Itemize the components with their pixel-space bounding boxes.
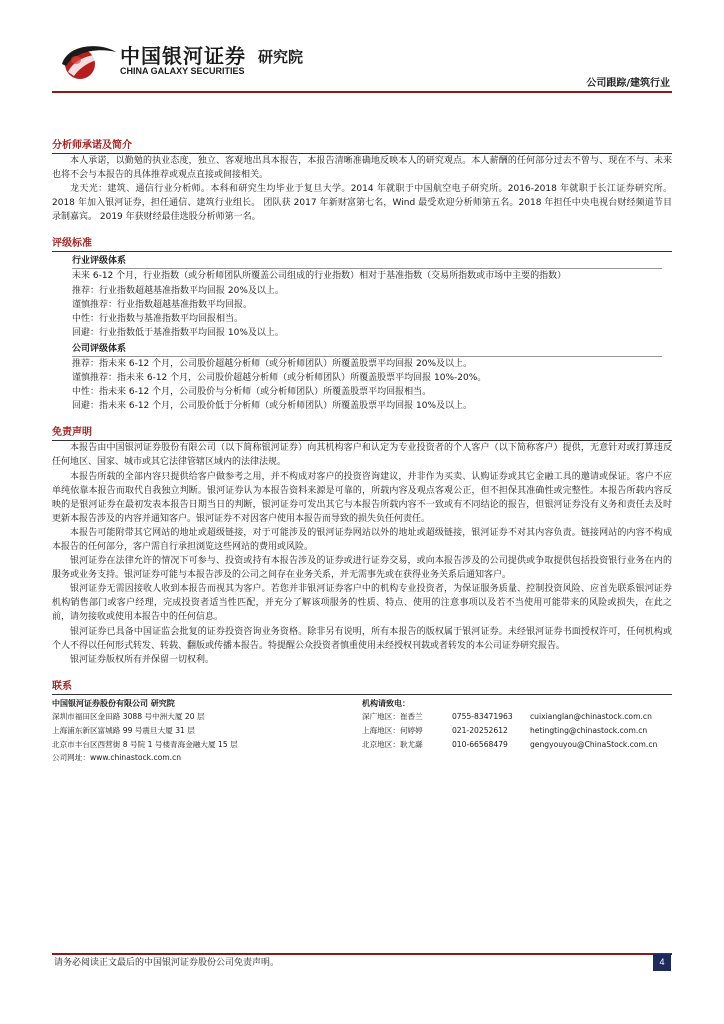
brand-subtitle: 研究院 <box>258 48 304 66</box>
brand-name-cn: 中国银河证券 <box>120 44 246 68</box>
page-content <box>52 136 672 775</box>
institution-contacts <box>362 697 672 765</box>
rating-line: 谨慎推荐：指未来 6-12 个月，公司股价超越分析师（或分析师团队）所覆盖股票平均回报 10%-20%。 <box>72 373 487 384</box>
contact-section <box>52 677 672 765</box>
rating-line: 推荐：行业指数超越基准指数平均回报 20%及以上。 <box>72 285 284 296</box>
disclaimer-section <box>52 423 672 667</box>
paragraph: 银河证券已具备中国证监会批复的证券投资咨询业务资格。除非另有说明，所有本报告的版权属于银河证券。未经银河证券书面授权许可，任何机构或个人不得以任何形式转发、转载、翻版或传播本报告。特提醒公众投资者慎重使用未经授权刊载或者转发的本公司证券研究报告。 <box>52 626 672 651</box>
rating-line: 未来 6-12 个月，行业指数（或分析师团队所覆盖公司组成的行业指数）相对于基准指数（交易所指数或市场中主要的指数） <box>72 271 567 282</box>
section-title: 免责声明 <box>52 423 672 441</box>
address-line: 深圳市福田区金田路 3088 号中洲大厦 20 层 <box>52 712 205 722</box>
analyst-section <box>52 136 672 224</box>
section-title: 分析师承诺及简介 <box>52 136 672 154</box>
contact-row <box>362 724 672 738</box>
contact-email[interactable]: hetingting@chinastock.com.cn <box>529 726 648 735</box>
company-info <box>52 697 302 765</box>
section-title: 联系 <box>52 677 672 695</box>
rating-line: 中性：指未来 6-12 个月，公司股价与分析师（或分析师团队）所覆盖股票平均回报相当。 <box>72 387 432 398</box>
rating-line: 回避：指未来 6-12 个月，公司股价低于分析师（或分析师团队）所覆盖股票平均回报 10%及以上。 <box>72 401 473 412</box>
header-divider <box>52 91 672 93</box>
paragraph: 本报告可能附带其它网站的地址或超级链接，对于可能涉及的银河证券网站以外的地址或超级链接，银河证券不对其内容负责。链接网站的内容不构成本报告的任何部分，客户需自行承担浏览这些网站的费用或风险。 <box>52 527 672 552</box>
contact-name: 崔香兰 <box>399 712 423 722</box>
contacts-title: 机构请致电： <box>362 698 410 708</box>
paragraph: 银河证券无需因接收人收到本报告而视其为客户。若您并非银河证券客户中的机构专业投资者，为保证服务质量、控制投资风险、应首先联系银河证券机构销售部门或客户经理，完成投资者适当性匹配，并充分了解该项服务的性质、特点、使用的注意事项以及若不当使用可能带来的风险或损失，在此之前，请勿接收或使用本报告中的任何信息。 <box>52 584 672 623</box>
footer-disclaimer: 请务必阅读正文最后的中国银河证券股份公司免责声明。 <box>54 958 280 968</box>
paragraph: 龙天光：建筑、通信行业分析师。本科和研究生均毕业于复旦大学。2014 年就职于中国航空电子研究所。2016-2018 年就职于长江证券研究所。 2018 年加入银河证券，担任通信、建筑行业组长。 团队获 2017 年新财富第七名，Wind 最受欢迎分析师第五名。2018 年担任中央电视台财经频道节目录制嘉宾。 2019 年获财经最佳选股分析师第一名。 <box>52 184 672 223</box>
rating-section <box>52 234 672 413</box>
contact-phone: 010-66568479 <box>451 739 508 749</box>
paragraph: 本报告由中国银河证券股份有限公司（以下简称银河证券）向其机构客户和认定为专业投资者的个人客户（以下简称客户）提供，无意针对或打算违反任何地区、国家、城市或其它法律管辖区域内的法律法规。 <box>52 443 672 468</box>
brand-name-en: CHINA GALAXY SECURITIES <box>120 66 245 76</box>
contact-name: 何婷婷 <box>399 726 423 735</box>
section-title: 评级标准 <box>52 234 672 252</box>
rating-line: 回避：行业指数低于基准指数平均回报 10%及以上。 <box>72 327 284 338</box>
paragraph: 银河证券在法律允许的情况下可参与、投资或持有本报告涉及的证券或进行证券交易，或向本报告涉及的公司提供或争取提供包括投资银行业务在内的服务或业务支持。银河证券可能与本报告涉及的公司之间存在业务关系，并无需事先或在获得业务关系后通知客户。 <box>52 556 672 581</box>
contact-row <box>362 710 672 724</box>
galaxy-orb-logo <box>54 36 118 80</box>
page-number: 4 <box>653 954 671 971</box>
address-line: 上海浦东新区富城路 99 号震旦大厦 31 层 <box>52 726 195 735</box>
rating-line: 中性：行业指数与基准指数平均回报相当。 <box>72 313 244 324</box>
contact-block <box>52 697 672 765</box>
website-link[interactable]: 公司网址：www.chinastock.com.cn <box>52 753 182 763</box>
contact-row <box>362 738 672 752</box>
contact-region: 深广地区： <box>362 712 400 722</box>
rating-line: 谨慎推荐：行业指数超越基准指数平均回报。 <box>72 299 253 310</box>
contact-name: 耿尤繇 <box>399 739 423 749</box>
report-type: 公司跟踪/建筑行业 <box>586 78 670 89</box>
subsection-title: 公司评级体系 <box>72 340 662 357</box>
contact-phone: 021-20252612 <box>451 726 508 735</box>
contact-email[interactable]: gengyouyou@ChinaStock.com.cn <box>529 739 658 749</box>
contact-email[interactable]: cuixianglan@chinastock.com.cn <box>529 712 652 722</box>
paragraph: 银河证券版权所有并保留一切权利。 <box>70 654 215 665</box>
paragraph: 本报告所载的全部内容只提供给客户做参考之用，并不构成对客户的投资咨询建议，并非作为买卖、认购证券或其它金融工具的邀请或保证。客户不应单纯依靠本报告而取代自我独立判断。银河证券认为本报告资料来源是可靠的，所载内容及观点客观公正，但不担保其准确性或完整性。本报告所载内容反映的是银河证券在最初发表本报告日期当日的判断，银河证券可发出其它与本报告所载内容不一致或有不同结论的报告，但银河证券没有义务和责任去及时更新本报告涉及的内容并通知客户。银河证券不对因客户使用本报告而导致的损失负任何责任。 <box>52 471 672 524</box>
company-name: 中国银河证券股份有限公司 研究院 <box>52 698 175 708</box>
rating-line: 推荐：指未来 6-12 个月，公司股价超越分析师（或分析师团队）所覆盖股票平均回报 20%及以上。 <box>72 358 473 369</box>
contact-phone: 0755-83471963 <box>451 712 513 722</box>
address-line: 北京市丰台区西营街 8 号院 1 号楼青海金融大厦 15 层 <box>52 739 238 749</box>
contact-region: 北京地区： <box>362 739 400 749</box>
subsection-title: 行业评级体系 <box>72 252 662 269</box>
paragraph: 本人承诺，以勤勉的执业态度，独立、客观地出具本报告，本报告清晰准确地反映本人的研究观点。本人薪酬的任何部分过去不曾与、现在不与、未来也将不会与本报告的具体推荐或观点直接或间接相关。 <box>52 156 672 181</box>
contact-region: 上海地区： <box>362 726 400 735</box>
